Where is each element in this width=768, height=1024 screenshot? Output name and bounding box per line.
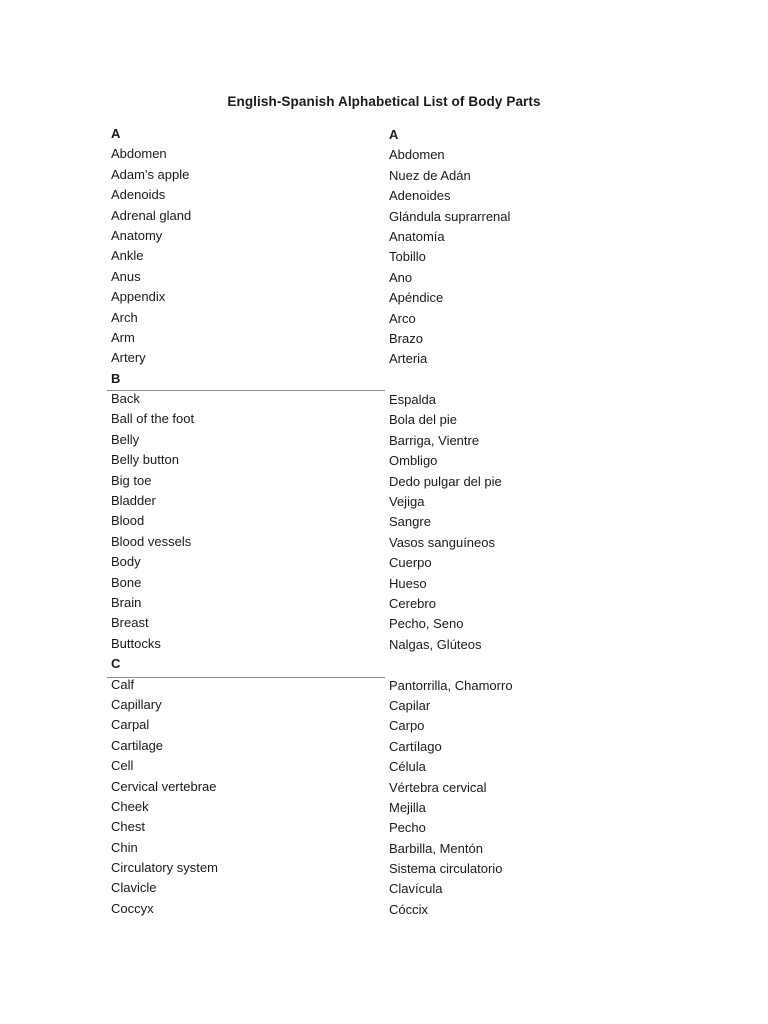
term-spanish: Cartílago — [389, 738, 442, 754]
term-english: Cell — [111, 758, 134, 774]
term-english: Clavicle — [111, 880, 157, 896]
term-english: Chest — [111, 819, 145, 835]
term-spanish: Apéndice — [389, 290, 444, 306]
term-english: Adrenal gland — [111, 207, 192, 223]
term-spanish: Adenoides — [389, 188, 451, 204]
term-spanish: Vasos sanguíneos — [389, 534, 495, 550]
term-spanish: Bola del pie — [389, 412, 457, 428]
term-spanish: Glándula suprarrenal — [389, 208, 511, 224]
term-spanish: Ombligo — [389, 453, 438, 469]
term-spanish: Capilar — [389, 697, 431, 713]
term-spanish: Cuerpo — [389, 555, 432, 571]
term-spanish: Barbilla, Mentón — [389, 840, 483, 856]
term-spanish: Nalgas, Glúteos — [389, 636, 482, 652]
term-english: Cheek — [111, 798, 149, 814]
term-spanish: Espalda — [389, 392, 436, 408]
term-spanish: Clavícula — [389, 881, 443, 897]
term-spanish: Brazo — [389, 330, 423, 346]
term-spanish: Abdomen — [389, 147, 445, 163]
section-letter-es — [389, 370, 513, 390]
term-english: Chin — [111, 839, 138, 855]
term-english: Big toe — [111, 472, 152, 488]
term-english: Abdomen — [111, 146, 167, 162]
term-english: Capillary — [111, 696, 162, 712]
section-letter-es: A — [389, 127, 399, 142]
term-english: Appendix — [111, 289, 166, 305]
term-spanish: Carpo — [389, 718, 425, 734]
term-spanish: Nuez de Adán — [389, 167, 471, 183]
term-spanish: Arteria — [389, 351, 428, 367]
term-english: Breast — [111, 615, 149, 631]
term-english: Circulatory system — [111, 860, 218, 876]
term-spanish: Anatomía — [389, 228, 445, 244]
term-english: Belly button — [111, 452, 179, 468]
term-english: Anatomy — [111, 227, 163, 243]
term-spanish: Vértebra cervical — [389, 779, 487, 795]
term-english: Back — [111, 391, 140, 407]
section-divider — [107, 677, 385, 678]
page-title: English-Spanish Alphabetical List of Body Parts — [227, 94, 541, 109]
term-spanish: Dedo pulgar del pie — [389, 473, 502, 489]
term-spanish: Sistema circulatorio — [389, 861, 503, 877]
term-english: Arm — [111, 329, 135, 345]
term-spanish: Sangre — [389, 514, 431, 530]
term-spanish: Vejiga — [389, 494, 425, 510]
section-letter-en: A — [111, 126, 121, 141]
term-spanish: Tobillo — [389, 249, 426, 265]
term-spanish: Cóccix — [389, 901, 429, 917]
term-english: Anus — [111, 268, 141, 284]
term-spanish: Hueso — [389, 575, 427, 591]
term-english: Artery — [111, 350, 146, 366]
term-english: Blood vessels — [111, 533, 192, 549]
term-english: Brain — [111, 594, 142, 610]
term-english: Cervical vertebrae — [111, 778, 217, 794]
term-english: Ankle — [111, 248, 144, 264]
term-english: Adam's apple — [111, 166, 190, 182]
term-spanish: Pecho, Seno — [389, 616, 464, 632]
term-spanish: Mejilla — [389, 799, 426, 815]
term-english: Coccyx — [111, 900, 154, 916]
term-english: Carpal — [111, 717, 150, 733]
term-spanish: Pecho — [389, 820, 426, 836]
term-english: Bladder — [111, 493, 156, 509]
term-english: Cartilage — [111, 737, 164, 753]
section-letter-en: B — [111, 370, 121, 386]
term-english: Buttocks — [111, 635, 161, 651]
term-english: Arch — [111, 309, 138, 325]
spanish-column — [389, 124, 513, 919]
term-spanish: Barriga, Vientre — [389, 432, 480, 448]
term-english: Bone — [111, 574, 142, 590]
term-spanish: Cerebro — [389, 595, 436, 611]
term-spanish: Pantorrilla, Chamorro — [389, 677, 513, 693]
english-column — [111, 124, 218, 919]
term-english: Belly — [111, 431, 140, 447]
term-english: Blood — [111, 513, 145, 529]
term-english: Body — [111, 554, 141, 570]
term-english: Calf — [111, 676, 135, 692]
section-divider — [107, 390, 385, 391]
term-spanish: Arco — [389, 310, 416, 326]
term-spanish: Ano — [389, 269, 413, 285]
section-letter-es — [389, 655, 513, 675]
term-english: Adenoids — [111, 187, 166, 203]
term-spanish: Célula — [389, 759, 426, 775]
section-letter-en: C — [111, 656, 121, 672]
term-english: Ball of the foot — [111, 411, 195, 427]
